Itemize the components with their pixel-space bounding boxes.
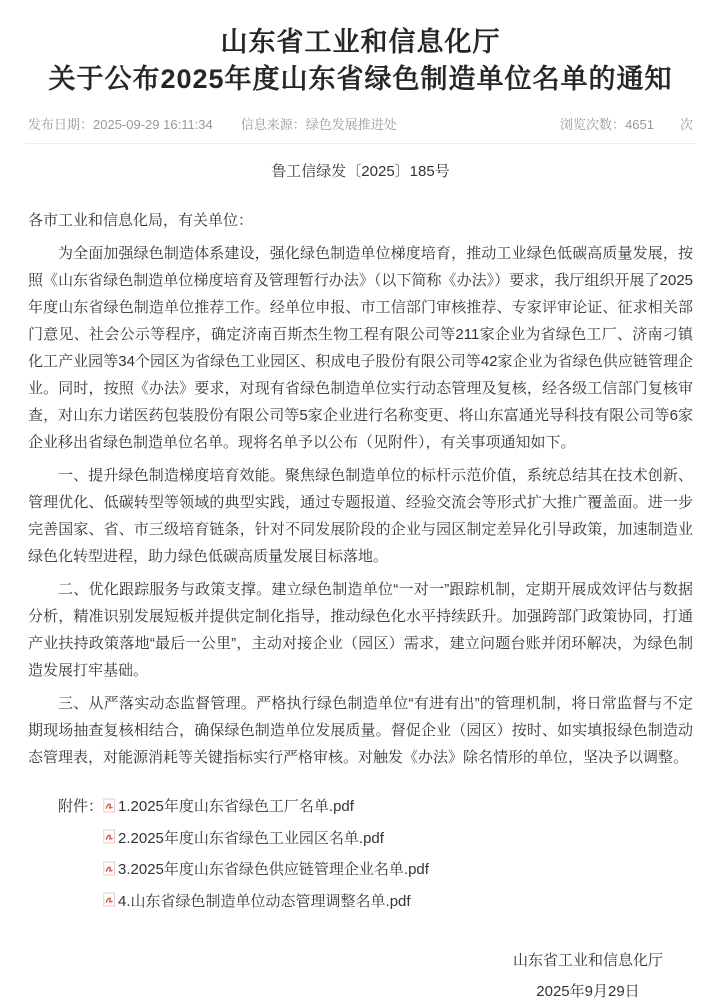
attachment-filename: 3.2025年度山东省绿色供应链管理企业名单.pdf (118, 861, 429, 878)
pdf-file-icon (103, 829, 116, 844)
info-source-label: 信息来源： (240, 117, 306, 132)
attachments-label: 附件： (58, 798, 104, 815)
attachment-link-2[interactable] (103, 825, 384, 853)
attachment-link-4[interactable] (103, 888, 411, 916)
signature-org: 山东省工业和信息化厅 (512, 952, 663, 969)
info-source (241, 114, 397, 133)
pdf-file-icon (103, 861, 116, 876)
notice-body (0, 207, 721, 771)
publish-date-value: 2025-09-29 16:11:34 (93, 117, 213, 132)
signature-block (0, 945, 721, 1007)
view-count-value: 4651 (625, 117, 654, 132)
publish-date (28, 114, 213, 133)
attachment-filename: 2.2025年度山东省绿色工业园区名单.pdf (118, 829, 384, 847)
paragraph-item-2: 二、优化跟踪服务与政策支撑。建立绿色制造单位“一对一”跟踪机制，定期开展成效评估与数据分析，精准识别发展短板并提供定制化指导，推动绿色化水平持续跃升。加强跨部门政策协同，打通产业扶持政策落地“最后一公里”，主动对接企业（园区）需求，建立问题台账并闭环解决，为绿色制造发展打牢基础。 (28, 581, 693, 679)
paragraph-item-1: 一、提升绿色制造梯度培育效能。聚焦绿色制造单位的标杆示范价值，系统总结其在技术创新、管理优化、低碳转型等领域的典型实践，通过专题报道、经验交流会等形式扩大推广覆盖面。进一步完善国家、省、市三级培育链条，针对不同发展阶段的企业与园区制定差异化引导政策，加速制造业绿色化转型进程，助力绿色低碳高质量发展目标落地。 (28, 467, 693, 565)
view-count (560, 114, 693, 133)
view-count-label: 浏览次数： (560, 117, 626, 132)
info-source-value: 绿色发展推进处 (305, 117, 397, 132)
signature-date: 2025年9月29日 (536, 983, 640, 1000)
attachment-item (103, 825, 429, 857)
attachment-link-3[interactable] (103, 856, 429, 884)
page-title (0, 24, 721, 98)
header-divider (25, 143, 696, 144)
pdf-file-icon (103, 798, 116, 813)
page-title-line-2: 关于公布2025年度山东省绿色制造单位名单的通知 (48, 64, 673, 94)
meta-bar (0, 114, 721, 133)
view-count-unit: 次 (679, 117, 693, 132)
attachment-filename: 1.2025年度山东省绿色工厂名单.pdf (118, 798, 354, 815)
paragraph-item-3: 三、从严落实动态监督管理。严格执行绿色制造单位“有进有出”的管理机制，将日常监督与不定期现场抽查复核相结合，确保绿色制造单位发展质量。督促企业（园区）按时、如实填报绿色制造动态管理表，对能源消耗等关键指标实行严格审核。对触发《办法》除名情形的单位，坚决予以调整。 (28, 695, 693, 766)
attachment-item (103, 888, 429, 920)
salutation: 各市工业和信息化局，有关单位： (28, 212, 254, 229)
document-number: 鲁工信绿发〔2025〕185号 (271, 163, 450, 180)
attachments-section (0, 793, 721, 919)
attachment-item (103, 793, 429, 825)
pdf-file-icon (103, 892, 116, 907)
paragraph-intro: 为全面加强绿色制造体系建设，强化绿色制造单位梯度培育，推动工业绿色低碳高质量发展，按照《山东省绿色制造单位梯度培育及管理暂行办法》（以下简称《办法》）要求，我厅组织开展了2025年度山东省绿色制造单位推荐工作。经单位申报、市工信部门审核推荐、专家评审论证、征求相关部门意见、社会公示等程序，确定济南百斯杰生物工程有限公司等211家企业为省绿色工厂、济南刁镇化工产业园等34个园区为省绿色工业园区、积成电子股份有限公司等42家企业为省绿色供应链管理企业。同时，按照《办法》要求，对现有省绿色制造单位实行动态管理及复核，经各级工信部门复核审查，对山东力诺医药包装股份有限公司等5家企业进行名称变更、将山东富通光导科技有限公司等6家企业移出省绿色制造单位名单。现将名单予以公布（见附件），有关事项通知如下。 (28, 245, 693, 451)
attachment-link-1[interactable] (103, 793, 354, 821)
attachment-item (103, 856, 429, 888)
attachment-list (103, 793, 429, 919)
page-title-line-1: 山东省工业和信息化厅 (220, 27, 501, 57)
publish-date-label: 发布日期： (28, 117, 94, 132)
attachment-filename: 4.山东省绿色制造单位动态管理调整名单.pdf (118, 892, 411, 910)
